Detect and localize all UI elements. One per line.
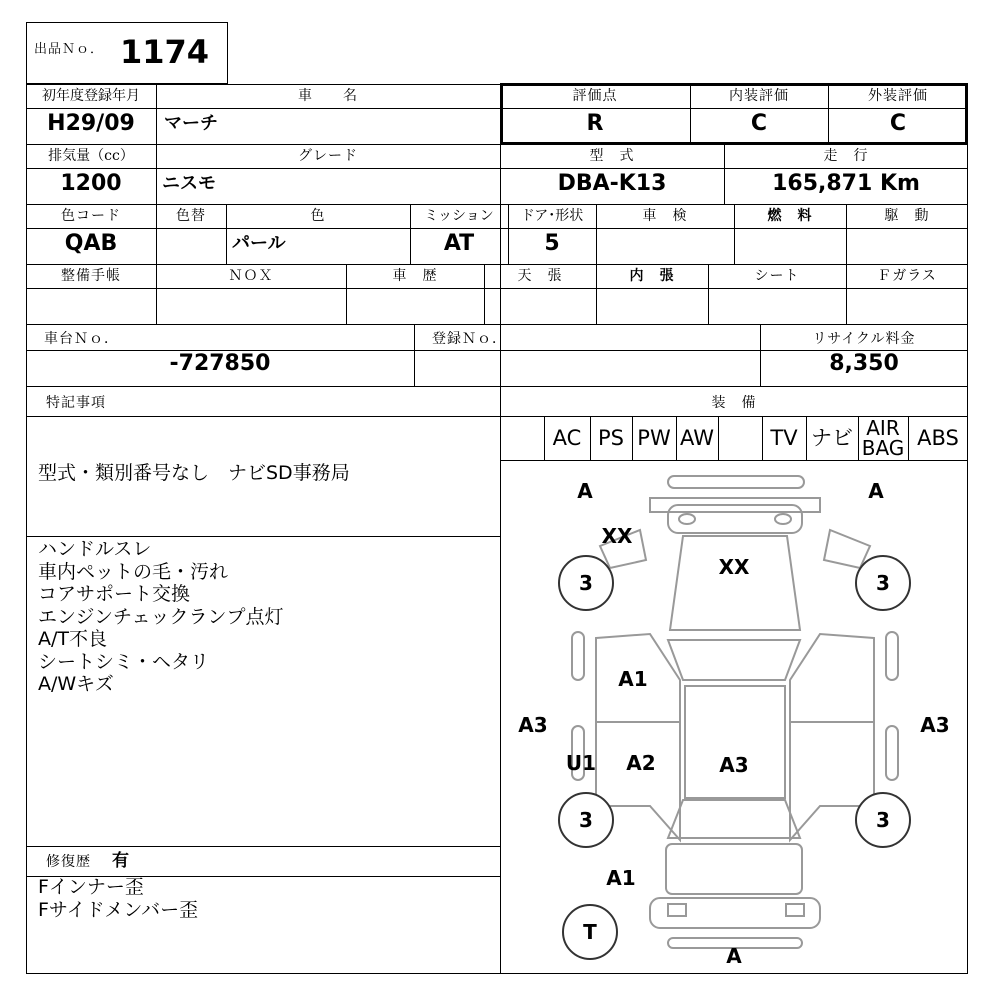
notes-line-2: 車内ペットの毛・汚れ: [38, 560, 229, 583]
equipment-label: 装 備: [711, 395, 757, 411]
first-reg-label: 初年度登録年月: [42, 88, 140, 104]
repair-line-2: Fサイドメンバー歪: [38, 898, 199, 921]
mileage-value: 165,871 Km: [772, 171, 920, 196]
door-value: 5: [544, 231, 560, 256]
score-label: 評価点: [572, 88, 618, 104]
repair-line-1: Fインナー歪: [38, 876, 144, 898]
equipment-item: AC: [552, 426, 582, 450]
mark-front-bumper-left: A: [577, 479, 593, 503]
registration-label: 登録Ｎｏ．: [432, 331, 507, 347]
inspection-label: 車 検: [642, 208, 688, 224]
nox-label: ＮＯＸ: [228, 268, 274, 284]
exterior-value: C: [889, 111, 907, 136]
equipment-item: ABS: [917, 426, 959, 450]
fuel-label: 燃 料: [767, 208, 813, 224]
repair-label: 修復歴: [46, 854, 91, 870]
roof-outline: [685, 686, 785, 798]
equipment-item: AIR BAG: [861, 416, 905, 460]
mark-right-side: A3: [920, 713, 950, 737]
seat-label: シート: [754, 268, 800, 284]
notes-line-5: A/T不良: [38, 628, 108, 650]
mark-rear-bumper: A: [726, 944, 742, 968]
mark-tire-fr: 3: [876, 571, 890, 595]
equipment-item: AW: [680, 426, 714, 450]
mark-tire-rl: 3: [579, 808, 593, 832]
fglass-label: Ｆガラス: [877, 268, 937, 284]
chassis-value: -727850: [169, 351, 271, 376]
rear-glass-outline: [668, 800, 800, 838]
history-label: 車 歴: [392, 268, 438, 284]
first-reg-value: H29/09: [47, 111, 135, 136]
notes-line-3: コアサポート交換: [38, 583, 191, 605]
mark-tire-fl: 3: [579, 571, 593, 595]
color-change-label: 色替: [176, 208, 206, 224]
equipment-item: PS: [598, 426, 624, 450]
recycle-value: 8,350: [829, 351, 899, 376]
rear-hatch: [666, 844, 802, 894]
grade-value: ニスモ: [162, 173, 216, 194]
exterior-label: 外装評価: [868, 88, 928, 104]
mark-rear-door-left: A2: [626, 751, 656, 775]
chassis-label: 車台Ｎｏ．: [44, 331, 119, 347]
mileage-label: 走 行: [823, 148, 869, 164]
special-text: 型式・類別番号なし ナビSD事務局: [38, 462, 350, 484]
car-name-label: 車 名: [298, 88, 358, 104]
notes-line-1: ハンドルスレ: [38, 538, 152, 560]
equipment-item: TV: [770, 426, 798, 450]
mark-roof: A3: [719, 753, 749, 777]
displacement-label: 排気量（cc）: [48, 148, 134, 164]
mark-hood-left: XX: [601, 524, 633, 548]
interior-lining-label: 内 張: [629, 268, 675, 284]
drive-label: 駆 動: [884, 208, 930, 224]
color-code-value: QAB: [64, 231, 118, 256]
recycle-label: リサイクル料金: [812, 331, 916, 347]
score-value: R: [586, 111, 604, 136]
displacement-value: 1200: [60, 171, 122, 196]
equipment-item: PW: [637, 426, 671, 450]
mark-tire-rr: 3: [876, 808, 890, 832]
mark-sill-left: U1: [565, 751, 597, 775]
repair-value: 有: [112, 851, 129, 871]
notes-line-4: エンジンチェックランプ点灯: [38, 605, 284, 628]
notes-line-6: シートシミ・ヘタリ: [38, 650, 210, 673]
mark-rear-fender-left: A1: [606, 866, 636, 890]
mission-value: AT: [443, 231, 475, 256]
car-name-value: マーチ: [164, 113, 218, 134]
color-label: 色: [310, 208, 326, 224]
mark-left-side: A3: [518, 713, 548, 737]
lot-label: 出品Ｎｏ．: [34, 42, 105, 57]
front-grille: [668, 505, 802, 533]
mark-front-door-left: A1: [618, 667, 648, 691]
model-label: 型 式: [589, 148, 635, 164]
color-value: パール: [232, 233, 286, 254]
front-top-bar: [668, 476, 804, 488]
maintenance-label: 整備手帳: [61, 268, 121, 284]
mark-spare-tire: T: [583, 920, 597, 944]
special-label: 特記事項: [46, 395, 106, 411]
equipment-item: ナビ: [811, 426, 853, 450]
mark-hood: XX: [718, 555, 750, 579]
windshield-outline: [668, 640, 800, 680]
lot-number: 1174: [120, 33, 210, 71]
grade-label: グレード: [298, 148, 358, 164]
mission-label: ミッション: [424, 208, 494, 224]
mark-front-bumper-right: A: [868, 479, 884, 503]
model-value: DBA-K13: [557, 171, 667, 196]
roof-label: 天 張: [517, 268, 563, 284]
hood-outline: [670, 536, 800, 630]
interior-value: C: [750, 111, 768, 136]
color-code-label: 色コード: [61, 208, 121, 224]
notes-line-7: A/Wキズ: [38, 673, 114, 695]
interior-label: 内装評価: [729, 88, 789, 104]
door-label: ドア･形状: [520, 208, 584, 224]
rear-bumper-outline: [650, 898, 820, 928]
